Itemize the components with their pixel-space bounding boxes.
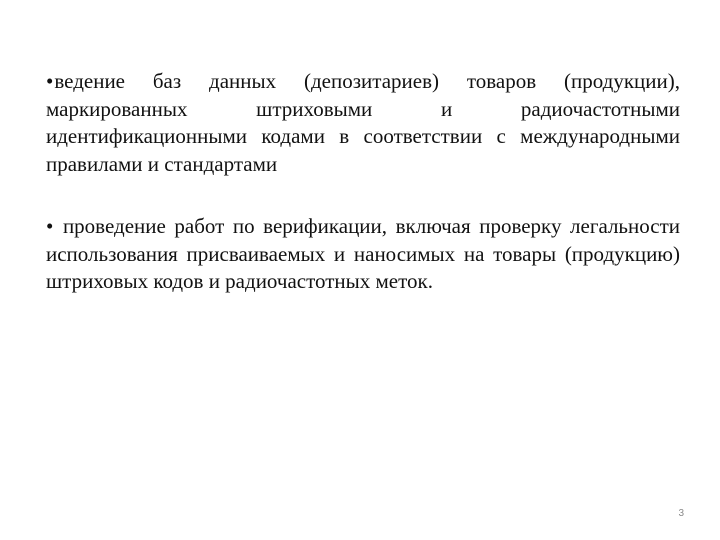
- bullet-text: проведение работ по верификации, включая проверку легальности использования присваиваемых и наносимых на товары (продукцию) штриховых кодов и радиочастотных меток.: [46, 214, 680, 293]
- bullet-icon: •: [46, 69, 54, 93]
- bullet-item-verification-work: [46, 213, 680, 296]
- bullet-text: ведение баз данных (депозитариев) товаров (продукции), маркированных штриховыми и радиочастотными идентификационными кодами в соответствии с международными правилами и стандартами: [46, 69, 680, 176]
- bullet-item-database-maintenance: [46, 68, 680, 178]
- page-number: 3: [678, 508, 684, 519]
- bullet-icon: •: [46, 214, 54, 238]
